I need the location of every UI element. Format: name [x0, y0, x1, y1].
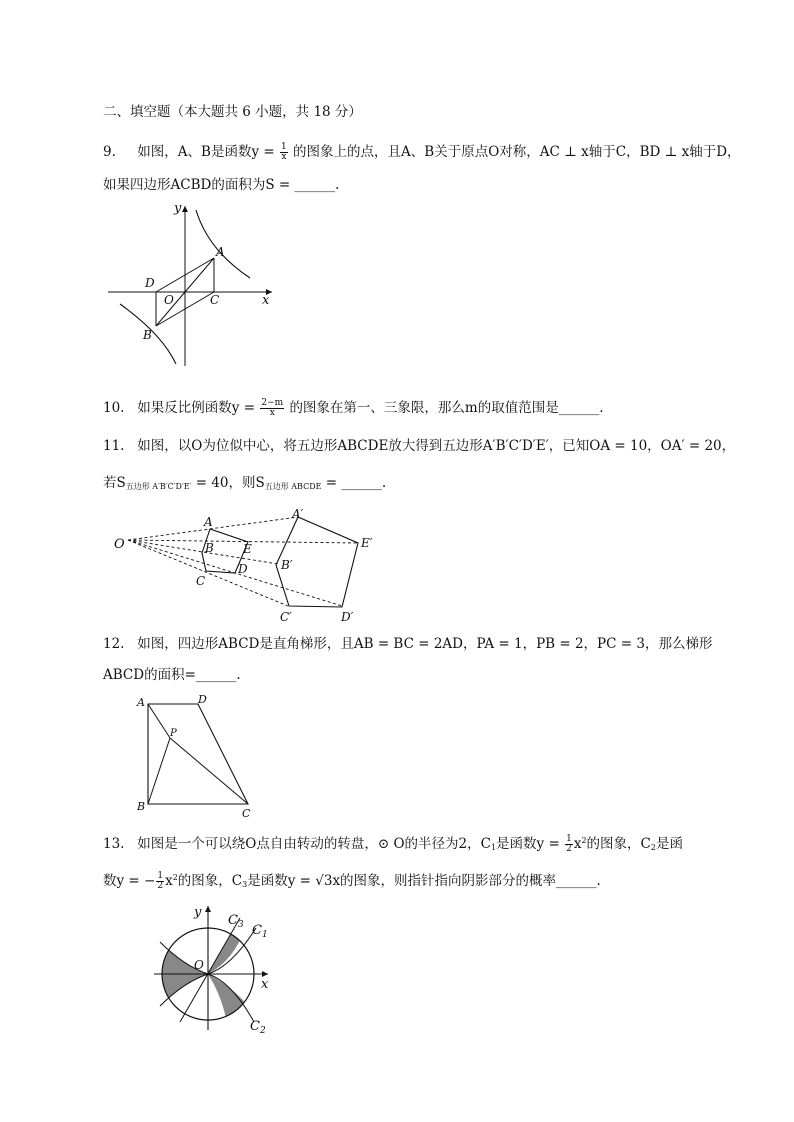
- q12-text-a: 如图，四边形ABCD是直角梯形，且AB = BC = 2AD，PA = 1，PB = 2，PC = 3，那么梯形: [137, 636, 713, 652]
- q11-line2: 若$S_{五边形 A'B'C'D'E'} = 40$，则$S_{五边形 ABCDE}$ = ______.: [103, 475, 387, 491]
- q11-label-E: E: [243, 542, 252, 556]
- q12-label-C: C: [242, 807, 251, 820]
- q11-line1: [103, 437, 735, 455]
- q13-label-C1: $C_1$: [252, 923, 268, 940]
- q13-figure: [148, 898, 283, 1038]
- q13-label-x: x: [261, 977, 269, 992]
- q9-label-A: A: [216, 245, 225, 259]
- q10-number: 10.: [103, 400, 125, 416]
- q13-label-C3: $C_3$: [228, 913, 244, 930]
- q13-number: 13.: [103, 836, 125, 852]
- q12-label-A: A: [137, 696, 145, 709]
- q9-line1: [103, 143, 741, 162]
- q11-label-D: D: [238, 562, 248, 576]
- q12-label-P: P: [170, 728, 177, 739]
- q11-figure: [110, 505, 380, 623]
- q13-label-y: y: [194, 905, 202, 920]
- q13-line2: 数y = − $\frac{1}{2}$ $x^2$的图象，$C_3$是函数y = √3x的图象，则指针指向阴影部分的概率______.: [103, 871, 601, 891]
- q9-text-b: 的图象上的点，且A、B关于原点O对称，AC ⊥ x轴于C，BD ⊥ x轴于D，: [293, 144, 741, 160]
- q13-fraction-1: $\frac{1}{2}$: [566, 834, 572, 854]
- q13-label-C2: $C_2$: [250, 1019, 266, 1036]
- q11-number: 11.: [103, 438, 125, 454]
- q9-label-C: C: [210, 293, 220, 307]
- q9-figure: [100, 198, 280, 368]
- q11-label-A: A: [204, 515, 213, 529]
- q12-line1: [103, 635, 712, 653]
- q11-label-B2: B′: [281, 558, 293, 572]
- q11-label-O: O: [114, 537, 125, 552]
- q9-number: 9.: [103, 144, 116, 160]
- q9-label-D: D: [145, 276, 155, 290]
- q12-label-D: D: [198, 693, 207, 706]
- q11-label-B: B: [205, 541, 214, 555]
- q11-label-D2: D′: [341, 610, 354, 623]
- q10-text-b: 的图象在第一、三象限，那么m的取值范围是______.: [289, 400, 604, 416]
- q12-label-B: B: [137, 800, 146, 813]
- q11-label-A2: A′: [292, 507, 304, 521]
- q11-text-a: 如图，以O为位似中心，将五边形ABCDE放大得到五边形A′B′C′D′E′，已知OA = 10，OA′ = 20，: [137, 438, 736, 454]
- q11-label-E2: E′: [361, 536, 373, 550]
- section-title: 二、填空题（本大题共 6 小题，共 18 分）: [103, 104, 362, 120]
- q13-label-O: O: [194, 958, 204, 972]
- q9-label-O: O: [164, 293, 174, 307]
- q13-fraction-2: $\frac{1}{2}$: [157, 871, 164, 891]
- q9-text-a: 如图，A、B是函数y =: [137, 144, 279, 160]
- q9-label-B: B: [143, 328, 152, 342]
- q11-label-C: C: [196, 574, 206, 588]
- q9-fraction: $\frac{1}{x}$: [281, 142, 287, 162]
- q9-label-x: x: [262, 293, 270, 308]
- q10-line1: [103, 399, 604, 418]
- q12-figure: [130, 692, 260, 822]
- q13-line1: 13. 如图是一个可以绕O点自由转动的转盘，⊙ O的半径为2，$C_1$是函数y = $\frac{1}{2}$ $x^2$的图象，$C_2$是函: [103, 834, 683, 854]
- q10-text-a: 如果反比例函数y =: [137, 400, 260, 416]
- q9-label-y: y: [174, 201, 182, 216]
- q9-line2: 如果四边形ACBD的面积为S = ______.: [103, 177, 340, 193]
- q12-number: 12.: [103, 636, 125, 652]
- q12-line2: ABCD的面积=______.: [103, 667, 241, 683]
- q10-fraction: $\frac{2-m}{x}$: [261, 398, 284, 418]
- q11-label-C2: C′: [280, 610, 292, 623]
